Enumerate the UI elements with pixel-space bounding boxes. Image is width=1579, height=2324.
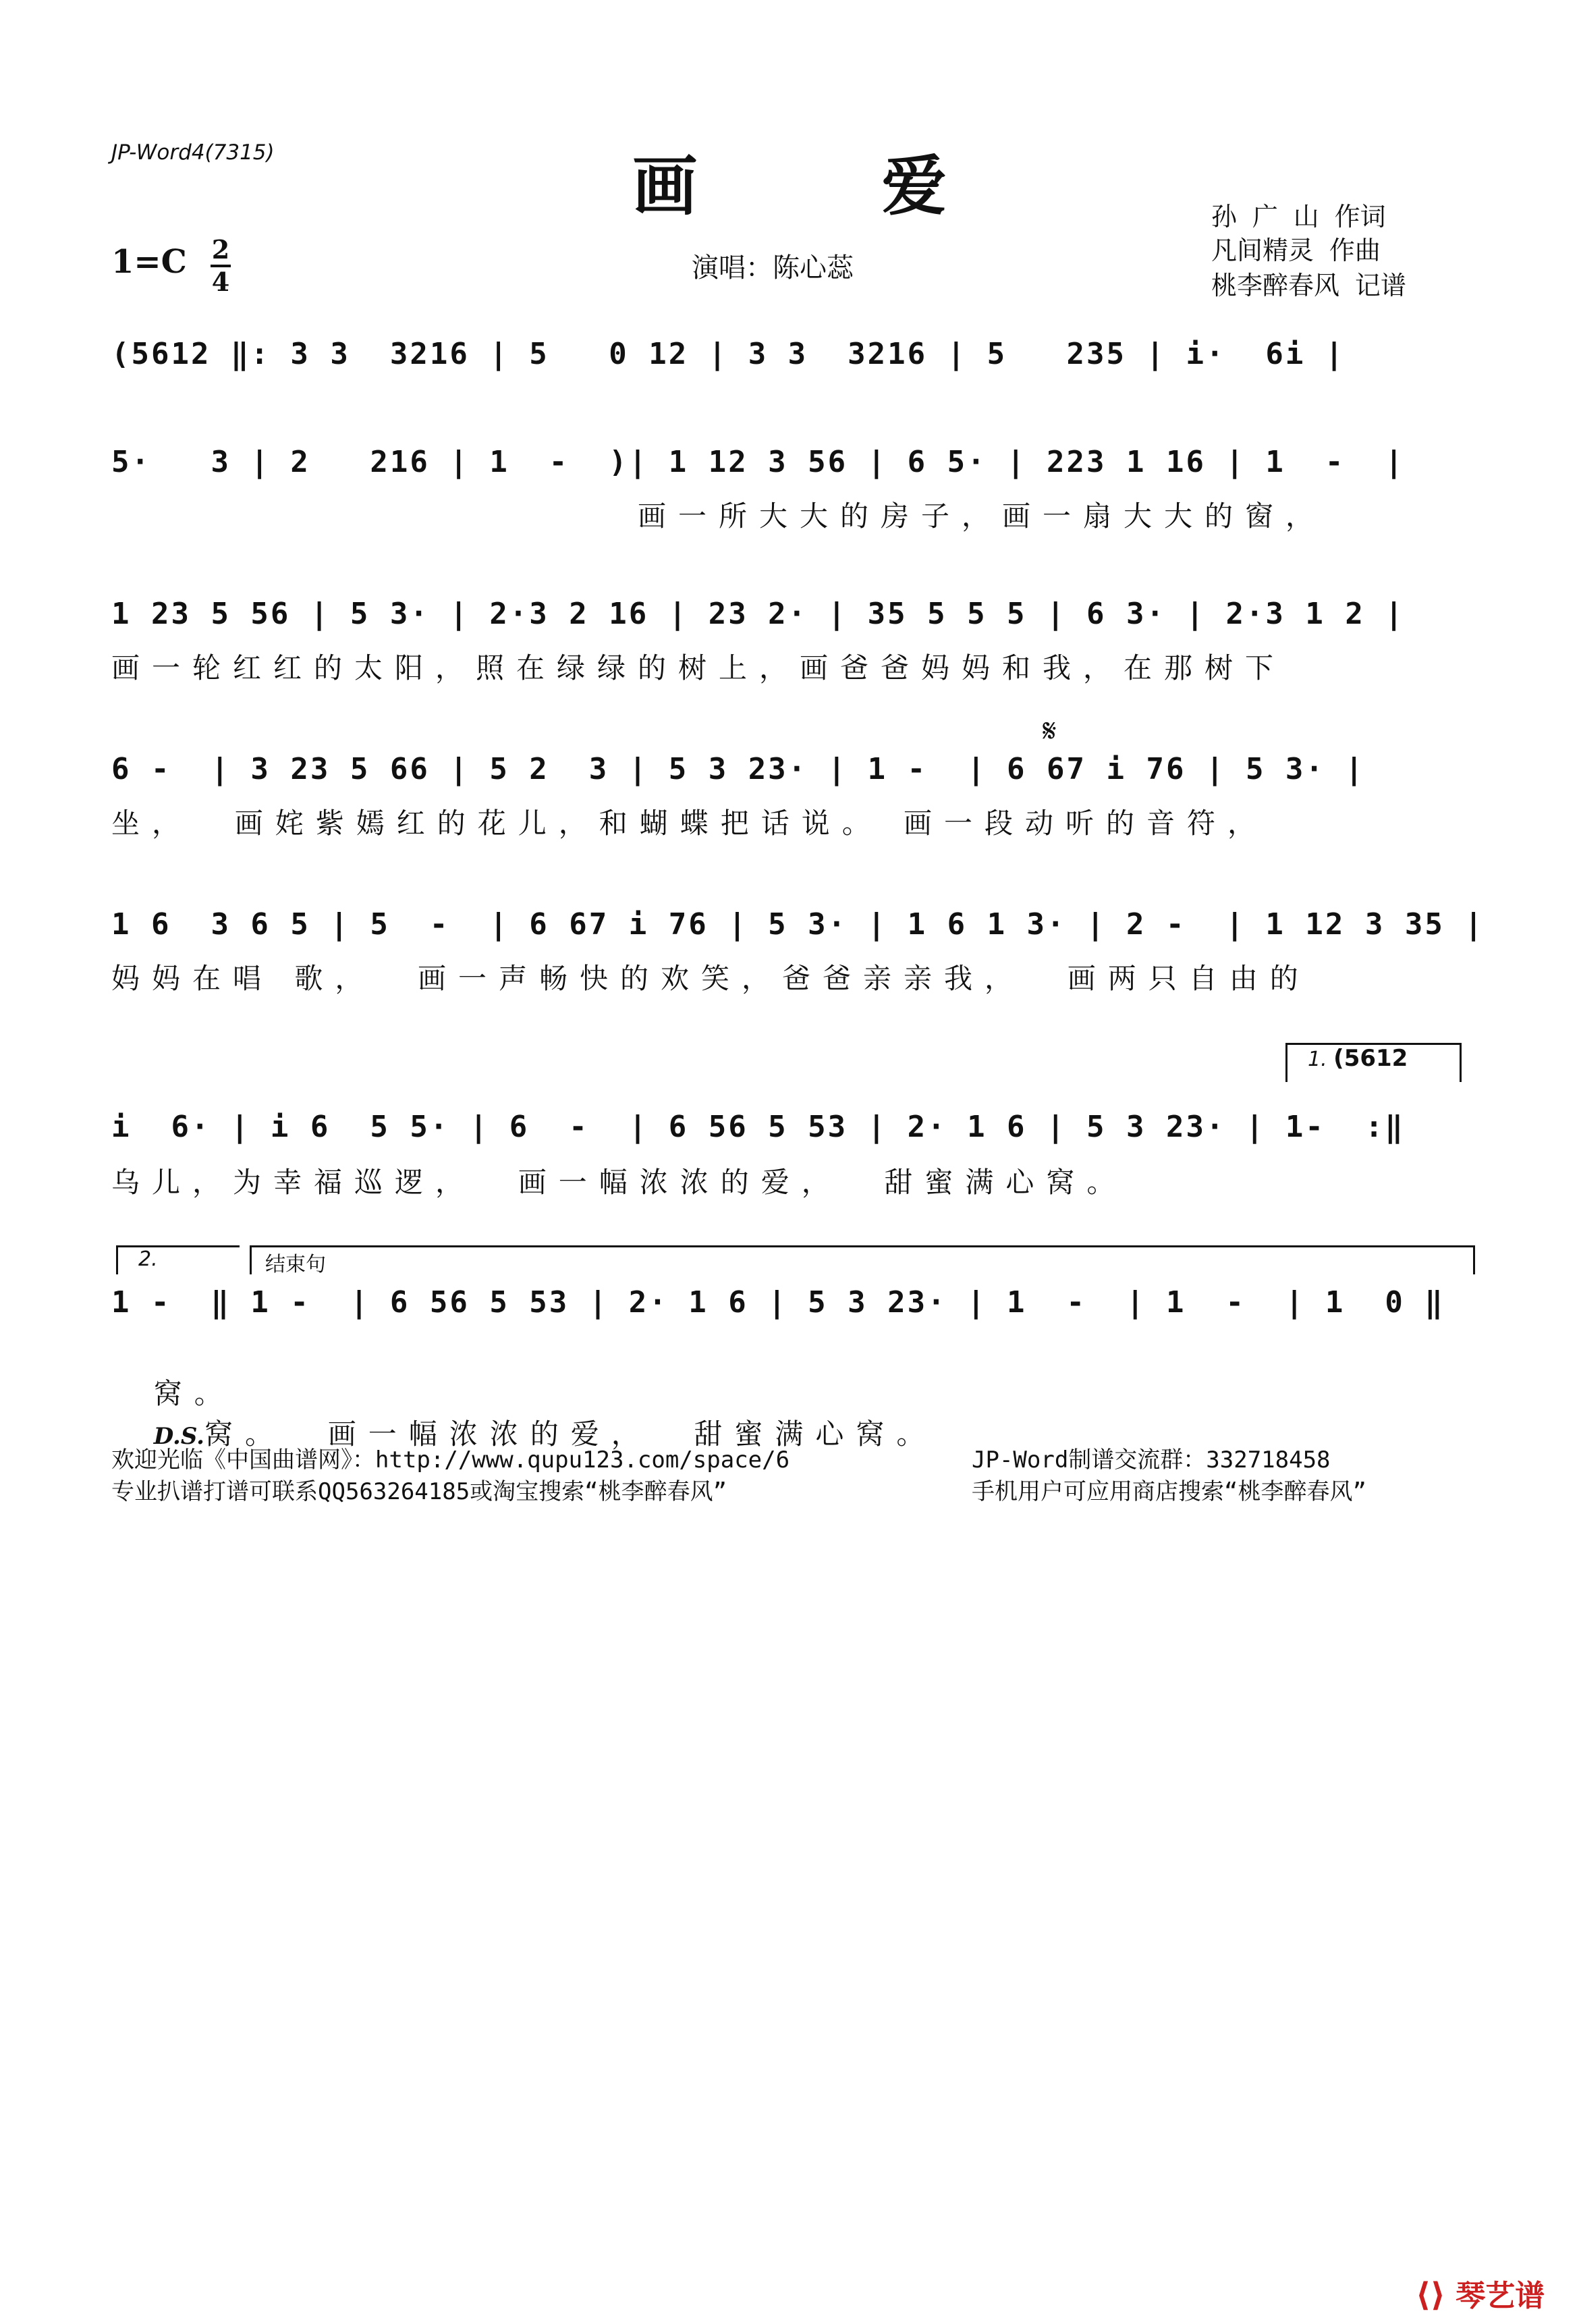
first-ending-bracket	[1285, 1043, 1462, 1082]
staff-line-3: 1 23 5 56 | 5 3· | 2·3 2 16 | 23 2· | 35 5 5 5 | 6 3· | 2·3 1 2 |	[111, 597, 1405, 631]
footer-app: 手机用户可应用商店搜索“桃李醉春风”	[972, 1478, 1366, 1505]
lyric-line-7-b: 窝。 画一幅浓浓的爱， 甜蜜满心窝。	[204, 1417, 937, 1451]
logo-mark-icon: ⟨⟩	[1416, 2276, 1445, 2314]
composer-credit: 凡间精灵 作曲	[1211, 236, 1381, 265]
coda-label: 结束句	[265, 1253, 326, 1276]
site-logo	[1416, 2271, 1545, 2315]
footer-contact: 专业扒谱打谱可联系QQ563264185或淘宝搜索“桃李醉春风”	[111, 1478, 727, 1505]
lyric-line-7-a: 窝。	[153, 1377, 235, 1410]
software-version: JP-Word4(7315)	[111, 140, 275, 165]
first-ending-label: 1.	[1308, 1048, 1327, 1071]
time-bottom: 4	[211, 267, 230, 297]
time-top: 2	[211, 234, 230, 265]
staff-line-6: i 6· | i 6 5 5· | 6 - | 6 56 5 53 | 2· 1 6 | 5 3 23· | 1- :‖	[111, 1110, 1405, 1144]
staff-line-1: (5612 ‖: 3 3 3216 | 5 0 12 | 3 3 3216 | 5 235 | i· 6i |	[111, 337, 1346, 371]
coda-bracket	[250, 1245, 1475, 1274]
lyric-line-7	[111, 1333, 1468, 1451]
logo-text: 琴艺谱	[1456, 2279, 1545, 2313]
dal-segno-marker: D.S.	[153, 1423, 204, 1450]
staff-line-4: 6 - | 3 23 5 66 | 5 2 3 | 5 3 23· | 1 - | 6 67 i 76 | 5 3· |	[111, 752, 1365, 786]
lyricist-credit: 孙 广 山 作词	[1211, 202, 1386, 232]
lyric-line-2: 画一所大大的房子，画一扇大大的窗，	[638, 499, 1327, 533]
lyric-line-5: 妈妈在唱 歌， 画一声畅快的欢笑，爸爸亲亲我， 画两只自由的	[111, 962, 1310, 995]
time-signature	[211, 236, 231, 296]
transcriber-credit: 桃李醉春风 记谱	[1211, 271, 1406, 300]
staff-line-2: 5· 3 | 2 216 | 1 - )| 1 12 3 56 | 6 5· | 223 1 16 | 1 - |	[111, 445, 1405, 479]
singer-credit: 演唱：陈心蕊	[692, 252, 854, 283]
lyric-line-3: 画一轮红红的太阳，照在绿绿的树上，画爸爸妈妈和我，在那树下	[111, 651, 1286, 684]
segno-icon: 𝄋	[1043, 712, 1057, 750]
second-ending-label: 2.	[138, 1247, 158, 1271]
second-ending-bracket	[116, 1245, 240, 1274]
footer-website: 欢迎光临《中国曲谱网》：http://www.qupu123.com/space/6	[111, 1447, 790, 1474]
first-ending-notes: (5612	[1333, 1045, 1408, 1072]
staff-line-5: 1 6 3 6 5 | 5 - | 6 67 i 76 | 5 3· | 1 6 1 3· | 2 - | 1 12 3 35 |	[111, 907, 1485, 942]
lyric-line-4: 坐， 画姹紫嫣红的花儿，和蝴蝶把话说。 画一段动听的音符，	[111, 807, 1269, 840]
lyric-line-6: 乌儿，为幸福巡逻， 画一幅浓浓的爱， 甜蜜满心窝。	[111, 1166, 1128, 1199]
key-signature: 1=C	[111, 243, 187, 281]
footer-group: JP-Word制谱交流群：332718458	[972, 1447, 1331, 1474]
song-title: 画 爱	[632, 148, 1028, 224]
staff-line-7: 1 - ‖ 1 - | 6 56 5 53 | 2· 1 6 | 5 3 23· | 1 - | 1 - | 1 0 ‖	[111, 1285, 1445, 1320]
